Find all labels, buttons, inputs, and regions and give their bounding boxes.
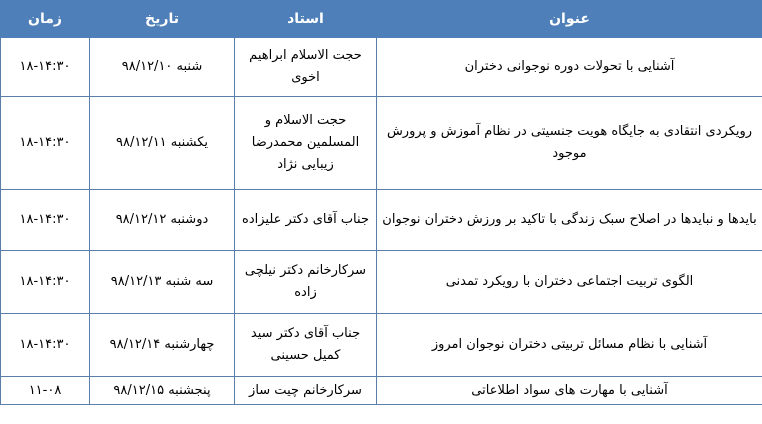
table-body [1, 38, 762, 405]
table-row [1, 377, 762, 405]
table-row [1, 190, 762, 251]
session-time: ۱۱-۰۸ [1, 377, 90, 405]
session-date: شنبه ۹۸/۱۲/۱۰ [90, 38, 235, 97]
session-title: آشنایی با تحولات دوره نوجوانی دختران [377, 38, 762, 97]
session-title: الگوی تربیت اجتماعی دختران با رویکرد تمدنی [377, 251, 762, 314]
header-row [1, 1, 762, 38]
table-row [1, 97, 762, 190]
session-teacher: سرکارخانم چیت ساز [235, 377, 377, 405]
session-teacher: جناب آقای دکتر سید کمیل حسینی [235, 314, 377, 377]
session-teacher: سرکارخانم دکتر نیلچی زاده [235, 251, 377, 314]
table-row [1, 251, 762, 314]
table-header [1, 1, 762, 38]
session-date: دوشنبه ۹۸/۱۲/۱۲ [90, 190, 235, 251]
header-title: عنوان [377, 1, 762, 38]
session-teacher: حجت الاسلام و المسلمین محمدرضا زیبایی نژاد [235, 97, 377, 190]
session-title: رویکردی انتقادی به جایگاه هویت جنسیتی در نظام آموزش و پرورش موجود [377, 97, 762, 190]
session-time: ۱۸-۱۴:۳۰ [1, 38, 90, 97]
session-title: بایدها و نبایدها در اصلاح سبک زندگی با تاکید بر ورزش دختران نوجوان [377, 190, 762, 251]
session-date: چهارشنبه ۹۸/۱۲/۱۴ [90, 314, 235, 377]
session-title: آشنایی با نظام مسائل تربیتی دختران نوجوان امروز [377, 314, 762, 377]
session-time: ۱۸-۱۴:۳۰ [1, 190, 90, 251]
header-time: زمان [1, 1, 90, 38]
session-time: ۱۸-۱۴:۳۰ [1, 314, 90, 377]
session-date: یکشنبه ۹۸/۱۲/۱۱ [90, 97, 235, 190]
session-date: پنجشنبه ۹۸/۱۲/۱۵ [90, 377, 235, 405]
table-row [1, 314, 762, 377]
session-date: سه شنبه ۹۸/۱۲/۱۳ [90, 251, 235, 314]
table-row [1, 38, 762, 97]
session-time: ۱۸-۱۴:۳۰ [1, 251, 90, 314]
session-teacher: جناب آقای دکتر علیزاده [235, 190, 377, 251]
header-teacher: استاد [235, 1, 377, 38]
header-date: تاریخ [90, 1, 235, 38]
session-title: آشنایی با مهارت های سواد اطلاعاتی [377, 377, 762, 405]
session-teacher: حجت الاسلام ابراهیم اخوی [235, 38, 377, 97]
session-time: ۱۸-۱۴:۳۰ [1, 97, 90, 190]
